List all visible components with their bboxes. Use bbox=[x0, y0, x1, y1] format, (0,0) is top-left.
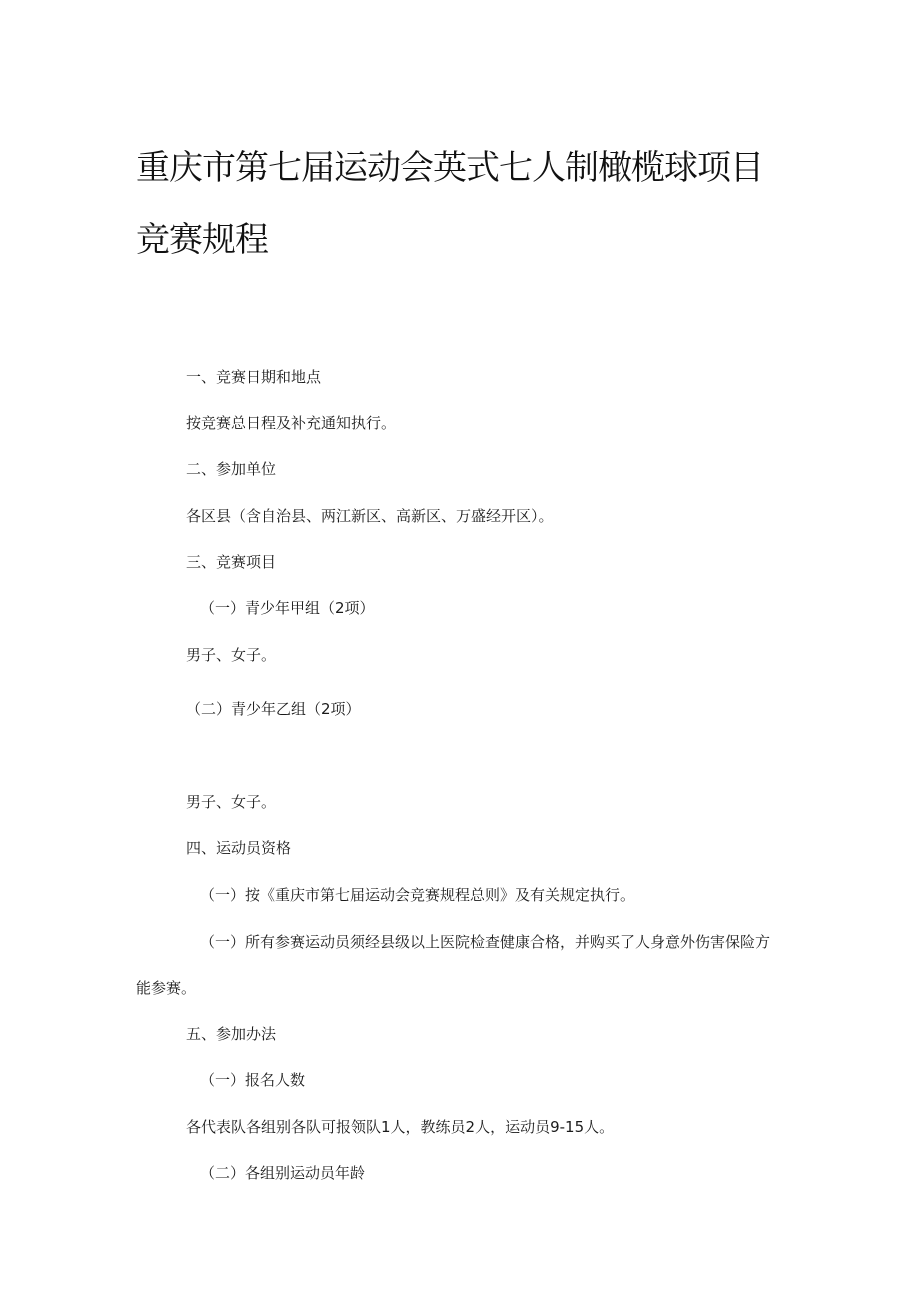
section-3-sub-2-text: 男子、女子。 bbox=[186, 793, 277, 811]
section-1-heading: 一、竞赛日期和地点 bbox=[186, 368, 322, 386]
section-2-text: 各区县（含自治县、两江新区、高新区、万盛经开区）。 bbox=[186, 507, 554, 525]
section-4-item-1: （一）按《重庆市第七届运动会竞赛规程总则》及有关规定执行。 bbox=[200, 886, 636, 904]
section-4-heading: 四、运动员资格 bbox=[186, 839, 292, 857]
section-3-sub-1-text: 男子、女子。 bbox=[186, 646, 277, 664]
section-3-heading: 三、竞赛项目 bbox=[186, 553, 277, 571]
section-5-sub-1-text: 各代表队各组别各队可报领队1人，教练员2人，运动员9-15人。 bbox=[186, 1118, 615, 1136]
document-title-line-1: 重庆市第七届运动会英式七人制橄榄球项目 bbox=[136, 148, 763, 188]
section-4-item-2-line-1: （一）所有参赛运动员须经县级以上医院检查健康合格，并购买了人身意外伤害保险方 bbox=[200, 933, 771, 951]
section-5-sub-1: （一）报名人数 bbox=[200, 1071, 306, 1089]
section-2-heading: 二、参加单位 bbox=[186, 460, 277, 478]
section-5-sub-2: （二）各组别运动员年龄 bbox=[200, 1164, 366, 1182]
document-title-line-2: 竞赛规程 bbox=[136, 220, 268, 260]
section-1-text: 按竞赛总日程及补充通知执行。 bbox=[186, 414, 397, 432]
section-4-item-2-line-2: 能参赛。 bbox=[136, 979, 197, 997]
section-5-heading: 五、参加办法 bbox=[186, 1025, 277, 1043]
section-3-sub-2: （二）青少年乙组（2项） bbox=[186, 700, 361, 718]
section-3-sub-1: （一）青少年甲组（2项） bbox=[200, 599, 375, 617]
